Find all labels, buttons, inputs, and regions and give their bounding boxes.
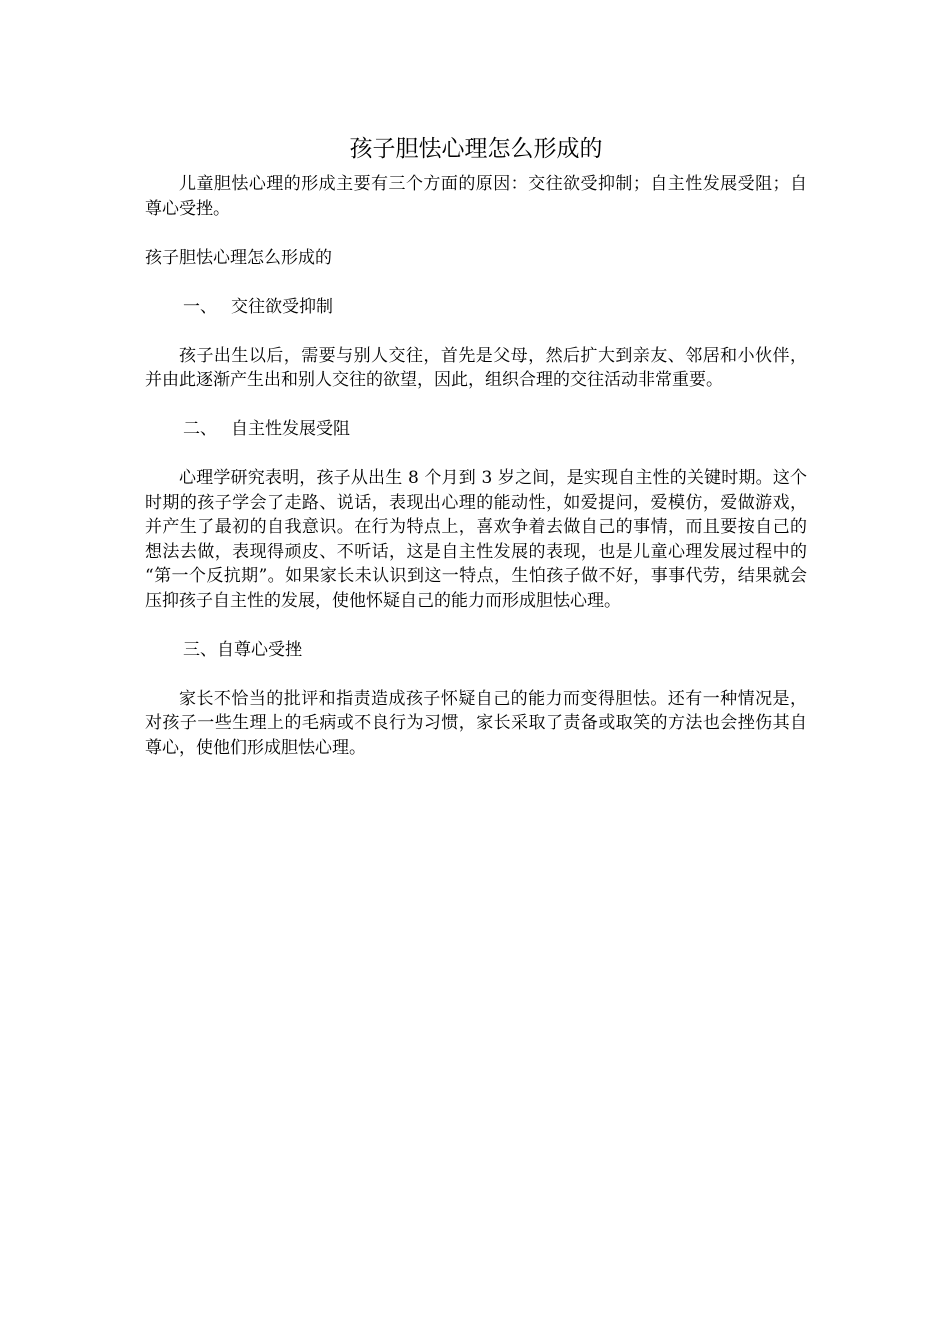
section-heading-2 [145, 417, 807, 442]
section-heading-text: 自主性发展受阻 [231, 419, 350, 439]
spacer [145, 270, 807, 295]
spacer [145, 319, 807, 344]
section-body-1: 孩子出生以后，需要与别人交往，首先是父母，然后扩大到亲友、邻居和小伙伴，并由此逐渐产生出和别人交往的欲望，因此，组织合理的交往活动非常重要。 [145, 345, 807, 390]
section-body-2: 心理学研究表明，孩子从出生 8 个月到 3 岁之间，是实现自主性的关键时期。这个时期的孩子学会了走路、说话，表现出心理的能动性，如爱提问，爱模仿，爱做游戏，并产生了最初的自我意识。在行为特点上，喜欢争着去做自己的事情，而且要按自己的想法去做，表现得顽皮、不听话，这是自主性发展的表现，也是儿童心理发展过程中的 “第一个反抗期”。如果家长未认识到这一特点，生怕孩子做不好，事事代劳，结果就会压抑孩子自主性的发展，使他怀疑自己的能力而形成胆怯心理。 [145, 468, 807, 611]
section-number: 三、 [183, 639, 217, 660]
document-content [145, 132, 807, 760]
spacer [145, 393, 807, 418]
spacer [145, 221, 807, 246]
section-heading-3 [145, 638, 807, 663]
section-body-3: 家长不恰当的批评和指责造成孩子怀疑自己的能力而变得胆怯。还有一种情况是，对孩子一些生理上的毛病或不良行为习惯，家长采取了责备或取笑的方法也会挫伤其自尊心，使他们形成胆怯心理。 [145, 688, 807, 758]
subtitle: 孩子胆怯心理怎么形成的 [145, 247, 332, 268]
section-heading-text: 自尊心受挫 [217, 639, 302, 660]
section-number: 二、 [183, 419, 217, 439]
spacer [145, 613, 807, 638]
spacer [145, 442, 807, 467]
section-number: 一、 [183, 296, 217, 317]
intro-paragraph: 儿童胆怯心理的形成主要有三个方面的原因：交往欲受抑制；自主性发展受阻；自尊心受挫。 [145, 174, 807, 219]
section-heading-text: 交往欲受抑制 [231, 296, 333, 317]
section-heading-1 [145, 295, 807, 320]
document-title: 孩子胆怯心理怎么形成的 [349, 136, 603, 162]
spacer [145, 662, 807, 687]
